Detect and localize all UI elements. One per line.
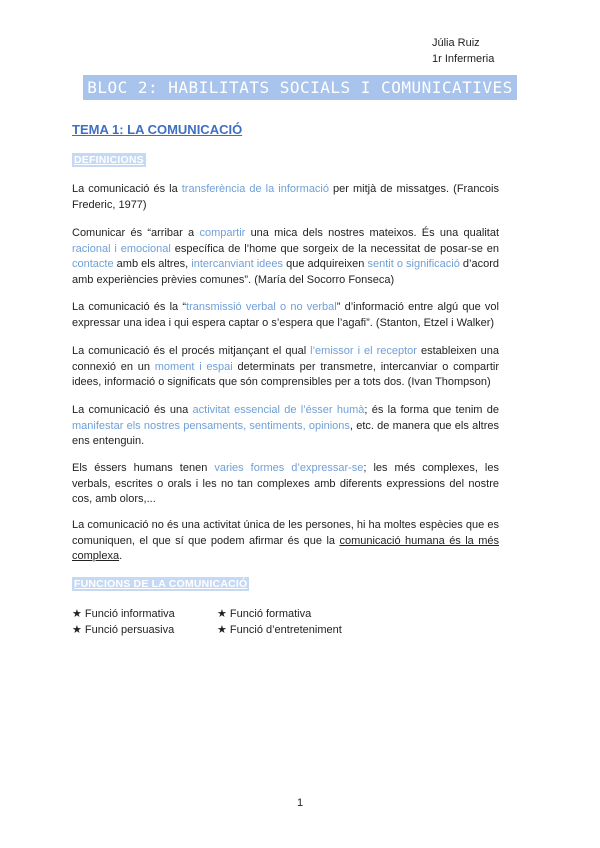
definicions-heading: DEFINICIONS bbox=[74, 154, 144, 166]
page-number: 1 bbox=[296, 797, 304, 809]
paragraph-2: Comunicar és “arribar a compartir una mica dels nostres mateixos. És una qualitat racional i emocional específica de l’home que sorgeix de la necessitat de posar-se en contacte amb els altres, intercanviant idees que adquireixen sentit o significació d’acord amb experiències prèvies comunes”. (María del Socorro Fonseca) bbox=[72, 227, 500, 286]
funcions-heading: FUNCIONS DE LA COMUNICACIÓ bbox=[74, 578, 248, 590]
funcio-formativa: ★ Funció formativa bbox=[217, 608, 312, 620]
paragraph-1: La comunicació és la transferència de la informació per mitjà de missatges. (Francois Frederic, 1977) bbox=[72, 183, 499, 211]
paragraph-4: La comunicació és el procés mitjançant el qual l’emissor i el receptor estableixen una connexió en un moment i espai determinats per transmetre, intercanviar o compartir idees, informació o significats que són comprensibles per a tots dos. (Ivan Thompson) bbox=[72, 345, 500, 388]
tema-title: TEMA 1: LA COMUNICACIÓ bbox=[72, 122, 243, 137]
paragraph-6: Els éssers humans tenen varies formes d’expressar-se; les més complexes, les verbals, escrites o orals i les no tan complexes amb diferents expressions del nostre cos, amb olors,... bbox=[72, 462, 499, 505]
funcio-informativa: ★ Funció informativa bbox=[72, 608, 175, 620]
funcio-persuasiva: ★ Funció persuasiva bbox=[72, 624, 175, 636]
author-course: 1r Infermeria bbox=[432, 53, 495, 65]
author-block bbox=[432, 35, 494, 67]
paragraph-7: La comunicació no és una activitat única de les persones, hi ha moltes espècies que es comuniquen, el que sí que podem afirmar és que la comunicació humana és la més complexa. bbox=[72, 519, 500, 562]
paragraph-5: La comunicació és una activitat essencial de l’ésser humà; és la forma que tenim de manifestar els nostres pensaments, sentiments, opinions, etc. de manera que els altres ens entenguin. bbox=[72, 404, 499, 447]
funcio-entreteniment: ★ Funció d’entreteniment bbox=[217, 624, 342, 636]
paragraph-3: La comunicació és la “transmissió verbal o no verbal” d’informació entre algú que vol expressar una idea i qui espera captar o s’espera que l’agafi”. (Stanton, Etzel i Walker) bbox=[72, 301, 499, 329]
author-name: Júlia Ruiz bbox=[432, 37, 480, 49]
bloc-title: BLOC 2: HABILITATS SOCIALS I COMUNICATIVES bbox=[83, 75, 517, 100]
bloc-title-wrap bbox=[0, 75, 600, 100]
